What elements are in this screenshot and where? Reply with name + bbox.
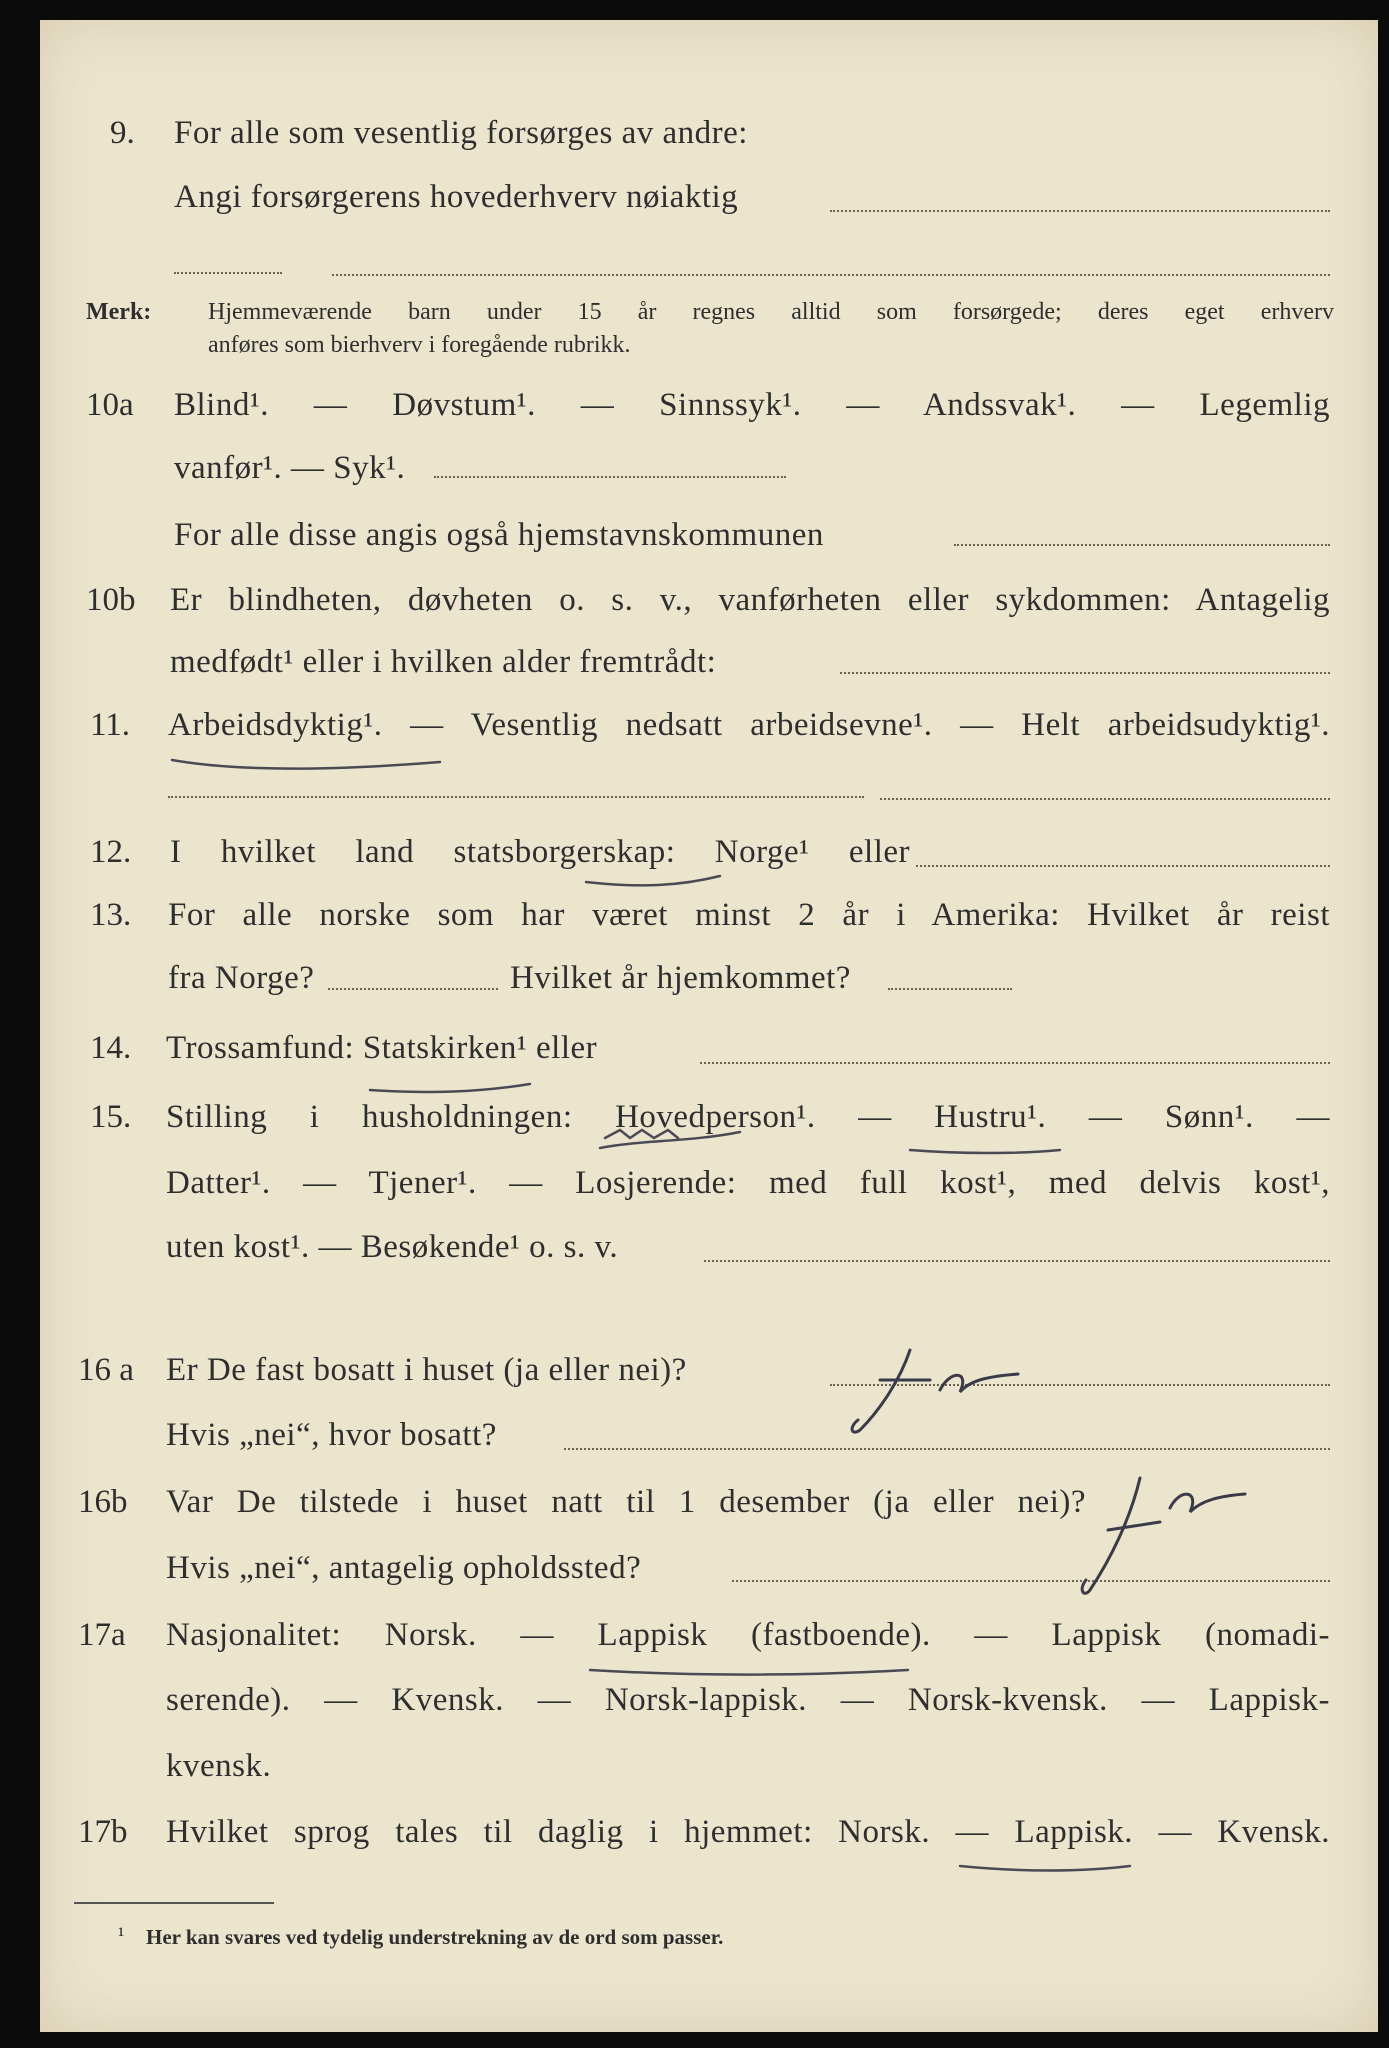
scribble-hovedperson	[605, 1130, 678, 1138]
q17b-line1: Hvilket sprog tales til daglig i hjemmet: Norsk. — Lappisk. — Kvensk.	[166, 1814, 1330, 1850]
q10a-line3: For alle disse angis også hjemstavnskommunen	[174, 517, 824, 553]
underline-lappisk	[960, 1866, 1130, 1871]
underline-hovedperson-scribble	[600, 1132, 740, 1148]
q17b-number: 17b	[78, 1814, 128, 1850]
q16a-handwritten-answer	[840, 1330, 1030, 1455]
footnote-text: Her kan svares ved tydelig understrekning av de ord som passer.	[146, 1925, 724, 1949]
q14-line1: Trossamfund: Statskirken¹ eller	[166, 1030, 598, 1066]
q15-line3: uten kost¹. — Besøkende¹ o. s. v.	[166, 1229, 619, 1265]
q15-line1: Stilling i husholdningen: Hovedperson¹. — Hustru¹. — Sønn¹. —	[166, 1099, 1330, 1135]
q13-number: 13.	[90, 897, 132, 933]
q10b-number: 10b	[86, 582, 136, 618]
q17a-line3: kvensk.	[166, 1748, 272, 1784]
q16a-line1: Er De fast bosatt i huset (ja eller nei)?	[166, 1352, 687, 1388]
underline-arbeidsdyktig	[172, 760, 440, 769]
q15-number: 15.	[90, 1099, 132, 1135]
q17a-line2: serende). — Kvensk. — Norsk-lappisk. — Norsk-kvensk. — Lappisk-	[166, 1682, 1330, 1718]
q13-line2b: Hvilket år hjemkommet?	[510, 960, 851, 996]
census-form-page	[40, 20, 1378, 2032]
q11-number: 11.	[90, 707, 131, 743]
q16b-handwritten-answer	[1060, 1460, 1260, 1615]
q10a-line2: vanfør¹. — Syk¹.	[174, 450, 406, 486]
q13-line2a: fra Norge?	[168, 960, 315, 996]
q11-line1: Arbeidsdyktig¹. — Vesentlig nedsatt arbeidsevne¹. — Helt arbeidsudyktig¹.	[168, 707, 1330, 743]
q9-line2: Angi forsørgerens hovederhverv nøiaktig	[174, 179, 739, 215]
underline-lappisk-fastboende	[590, 1670, 908, 1675]
q10b-line2: medfødt¹ eller i hvilken alder fremtrådt:	[170, 644, 717, 680]
q14-number: 14.	[90, 1030, 132, 1066]
q15-line2: Datter¹. — Tjener¹. — Losjerende: med full kost¹, med delvis kost¹,	[166, 1165, 1330, 1201]
underline-statskirken	[370, 1084, 530, 1092]
q16b-number: 16b	[78, 1484, 128, 1520]
q12-line1: I hvilket land statsborgerskap: Norge¹ eller	[170, 834, 910, 870]
q10b-line1: Er blindheten, døvheten o. s. v., vanførheten eller sykdommen: Antagelig	[170, 582, 1330, 618]
q16b-line1: Var De tilstede i huset natt til 1 desember (ja eller nei)?	[166, 1484, 1086, 1520]
footnote-mark: ¹	[118, 1923, 125, 1947]
q16a-line2: Hvis „nei“, hvor bosatt?	[166, 1417, 497, 1453]
q10a-number: 10a	[86, 387, 134, 423]
merk-line2: anføres som bierhverv i foregående rubrikk.	[208, 332, 631, 358]
q17a-line1: Nasjonalitet: Norsk. — Lappisk (fastboende). — Lappisk (nomadi-	[166, 1617, 1330, 1653]
q9-line1: For alle som vesentlig forsørges av andre:	[174, 115, 748, 151]
underline-hustru	[910, 1150, 1060, 1153]
underline-norge	[586, 876, 720, 885]
q17a-number: 17a	[78, 1617, 126, 1653]
merk-line1: Hjemmeværende barn under 15 år regnes alltid som forsørgede; deres eget erhverv	[208, 299, 1334, 325]
handwritten-underlines	[40, 20, 1378, 2037]
q16b-line2: Hvis „nei“, antagelig opholdssted?	[166, 1550, 642, 1586]
q10a-line1: Blind¹. — Døvstum¹. — Sinnssyk¹. — Andssvak¹. — Legemlig	[174, 387, 1330, 423]
q12-number: 12.	[90, 834, 132, 870]
q13-line1: For alle norske som har været minst 2 år i Amerika: Hvilket år reist	[168, 897, 1330, 933]
merk-label: Merk:	[86, 299, 152, 325]
q9-number: 9.	[110, 115, 135, 151]
q16a-number: 16 a	[78, 1352, 134, 1388]
